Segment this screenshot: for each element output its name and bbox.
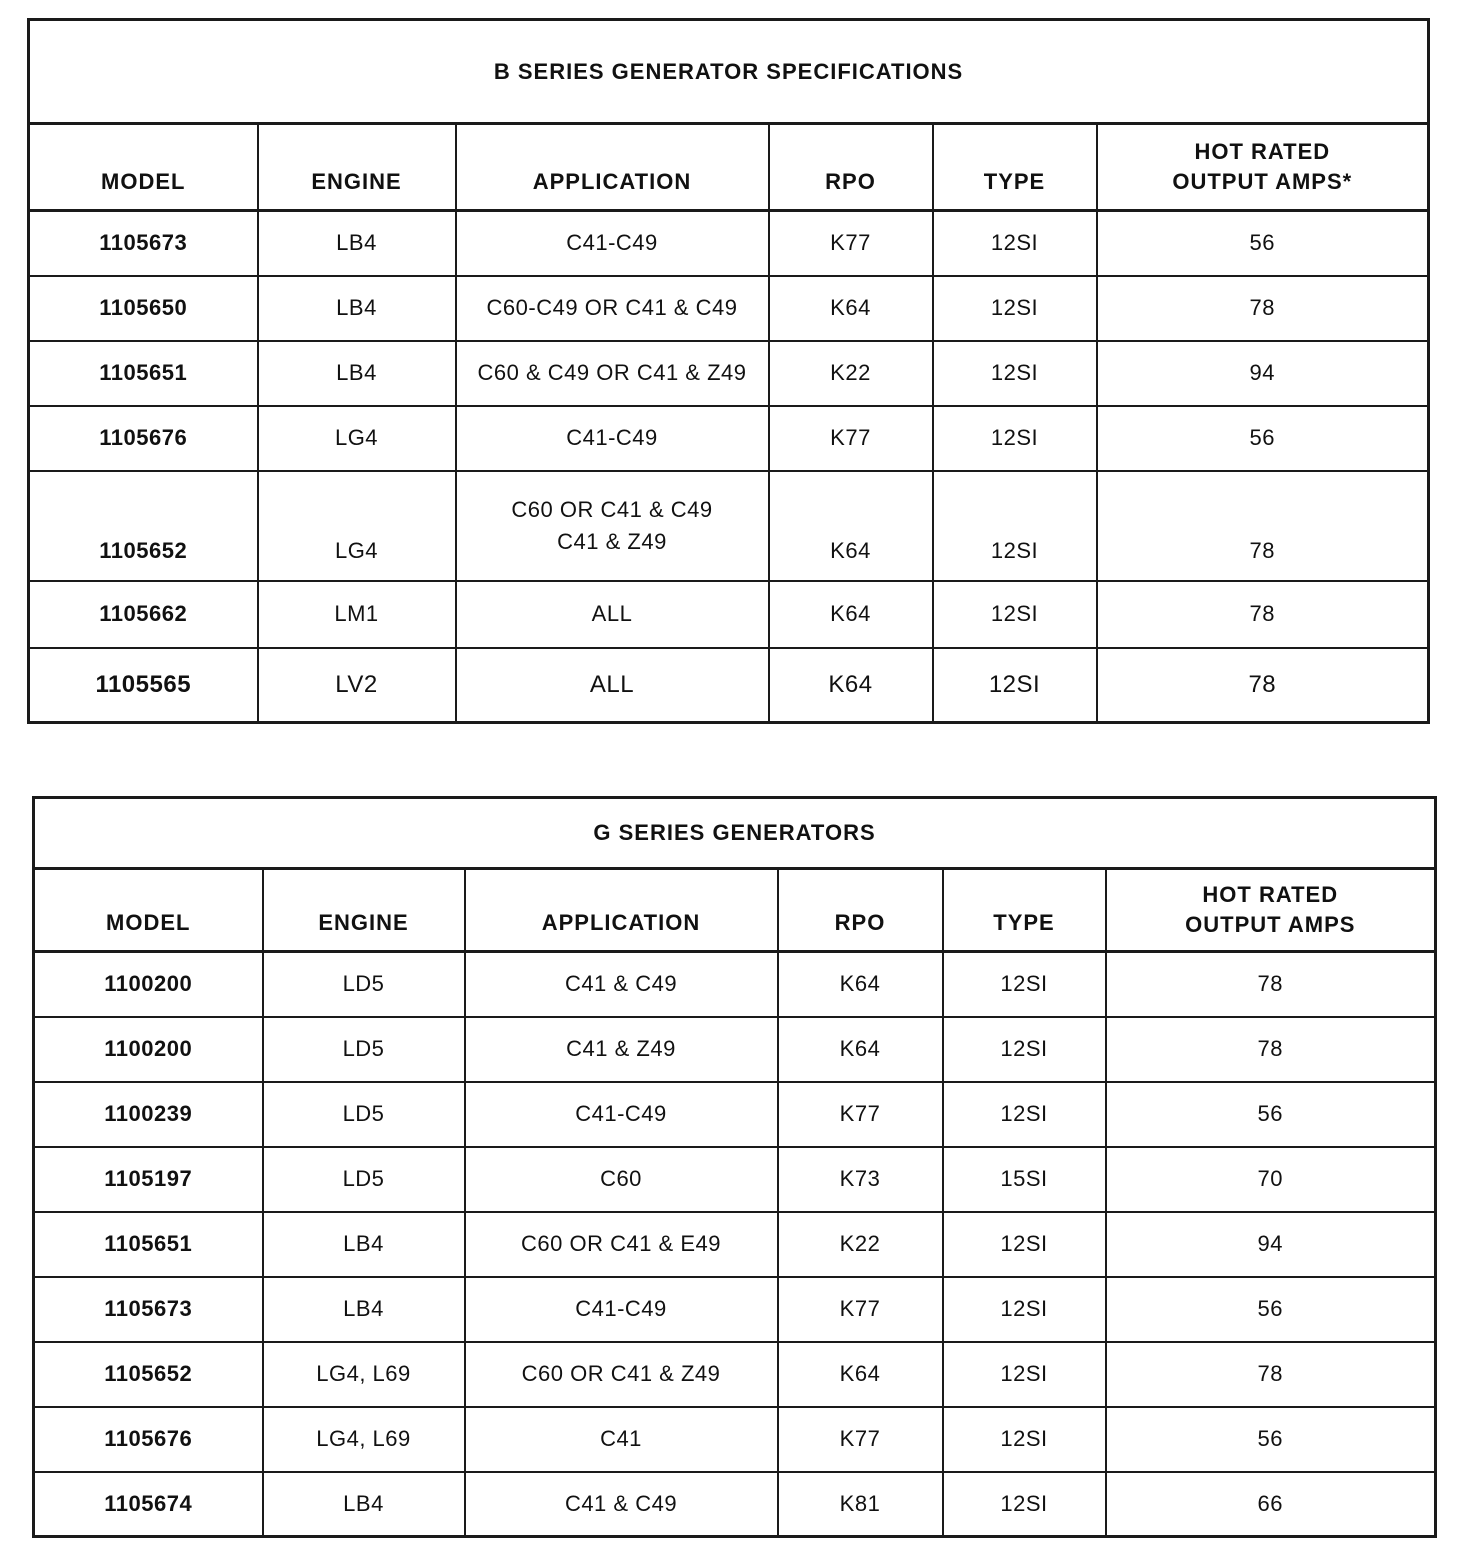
application-cell: C41-C49 [465,1082,778,1147]
application-cell: ALL [456,648,769,723]
type-cell: 15SI [943,1147,1106,1212]
type-cell: 12SI [943,1472,1106,1537]
rpo-cell: K77 [769,406,933,471]
rpo-cell: K22 [778,1212,943,1277]
amps-cell: 78 [1097,276,1429,341]
model-cell: 1105197 [34,1147,263,1212]
table-row [34,1342,1436,1407]
application-cell: C41 & Z49 [465,1017,778,1082]
amps-cell: 78 [1106,1017,1436,1082]
g-header-output-line1: HOT RATED [1202,882,1339,907]
model-cell: 1105673 [29,211,258,276]
engine-cell: LD5 [263,1147,465,1212]
type-cell: 12SI [933,276,1097,341]
b-series-title: B SERIES GENERATOR SPECIFICATIONS [29,20,1429,124]
table-row [34,1017,1436,1082]
type-cell: 12SI [933,648,1097,723]
amps-cell: 56 [1097,406,1429,471]
amps-cell: 78 [1097,648,1429,723]
engine-cell: LB4 [263,1212,465,1277]
model-cell: 1105676 [34,1407,263,1472]
table-row [29,406,1429,471]
engine-cell: LM1 [258,581,456,648]
engine-cell: LV2 [258,648,456,723]
g-header-output [1106,869,1436,952]
g-header-model: MODEL [34,869,263,952]
rpo-cell: K77 [778,1277,943,1342]
model-cell: 1105651 [29,341,258,406]
g-series-table [32,796,1437,1538]
amps-cell: 78 [1097,471,1429,581]
amps-cell: 78 [1097,581,1429,648]
table-row [29,276,1429,341]
model-cell: 1105662 [29,581,258,648]
application-cell: C41-C49 [456,406,769,471]
engine-cell: LB4 [258,276,456,341]
amps-cell: 94 [1106,1212,1436,1277]
rpo-cell: K64 [769,471,933,581]
engine-cell: LG4, L69 [263,1407,465,1472]
engine-cell: LD5 [263,1082,465,1147]
engine-cell: LD5 [263,1017,465,1082]
engine-cell: LG4, L69 [263,1342,465,1407]
amps-cell: 56 [1106,1407,1436,1472]
rpo-cell: K22 [769,341,933,406]
application-line: C60 OR C41 & C49 [511,496,713,522]
rpo-cell: K64 [778,952,943,1017]
table-row [34,1472,1436,1537]
model-cell: 1105650 [29,276,258,341]
type-cell: 12SI [943,1082,1106,1147]
engine-cell: LB4 [258,211,456,276]
amps-cell: 56 [1097,211,1429,276]
type-cell: 12SI [943,1407,1106,1472]
type-cell: 12SI [943,1277,1106,1342]
g-header-output-line2: OUTPUT AMPS [1185,912,1356,937]
rpo-cell: K73 [778,1147,943,1212]
model-cell: 1100200 [34,1017,263,1082]
b-header-rpo: RPO [769,124,933,211]
b-header-model: MODEL [29,124,258,211]
type-cell: 12SI [943,1342,1106,1407]
model-cell: 1105674 [34,1472,263,1537]
engine-cell: LB4 [258,341,456,406]
model-cell: 1105565 [29,648,258,723]
g-header-rpo: RPO [778,869,943,952]
application-cell: C60 & C49 OR C41 & Z49 [456,341,769,406]
b-header-output-line2: OUTPUT AMPS* [1172,169,1353,194]
engine-cell: LG4 [258,471,456,581]
rpo-cell: K64 [778,1017,943,1082]
amps-cell: 56 [1106,1082,1436,1147]
application-cell [456,471,769,581]
b-series-table [27,18,1430,724]
type-cell: 12SI [933,341,1097,406]
engine-cell: LG4 [258,406,456,471]
model-cell: 1105652 [34,1342,263,1407]
model-cell: 1105651 [34,1212,263,1277]
application-cell: C60 OR C41 & Z49 [465,1342,778,1407]
rpo-cell: K81 [778,1472,943,1537]
b-header-engine: ENGINE [258,124,456,211]
application-cell: ALL [456,581,769,648]
model-cell: 1100239 [34,1082,263,1147]
application-cell: C41-C49 [456,211,769,276]
amps-cell: 70 [1106,1147,1436,1212]
b-header-type: TYPE [933,124,1097,211]
g-series-title: G SERIES GENERATORS [34,798,1436,869]
table-row [34,952,1436,1017]
type-cell: 12SI [943,1212,1106,1277]
type-cell: 12SI [943,952,1106,1017]
model-cell: 1100200 [34,952,263,1017]
g-header-type: TYPE [943,869,1106,952]
engine-cell: LB4 [263,1277,465,1342]
model-cell: 1105652 [29,471,258,581]
application-cell: C60-C49 OR C41 & C49 [456,276,769,341]
table-row [29,471,1429,581]
amps-cell: 78 [1106,952,1436,1017]
application-cell: C41 [465,1407,778,1472]
amps-cell: 94 [1097,341,1429,406]
type-cell: 12SI [933,471,1097,581]
rpo-cell: K64 [769,648,933,723]
type-cell: 12SI [933,211,1097,276]
engine-cell: LD5 [263,952,465,1017]
model-cell: 1105676 [29,406,258,471]
rpo-cell: K64 [769,276,933,341]
engine-cell: LB4 [263,1472,465,1537]
b-header-output-line1: HOT RATED [1194,139,1331,164]
application-cell: C41 & C49 [465,952,778,1017]
rpo-cell: K77 [769,211,933,276]
amps-cell: 78 [1106,1342,1436,1407]
table-row [34,1147,1436,1212]
application-cell: C60 OR C41 & E49 [465,1212,778,1277]
model-cell: 1105673 [34,1277,263,1342]
rpo-cell: K77 [778,1082,943,1147]
rpo-cell: K64 [778,1342,943,1407]
table-row [29,341,1429,406]
table-row [34,1212,1436,1277]
b-header-output [1097,124,1429,211]
g-header-application: APPLICATION [465,869,778,952]
application-cell: C41-C49 [465,1277,778,1342]
amps-cell: 56 [1106,1277,1436,1342]
application-line: C41 & Z49 [557,528,667,554]
g-header-engine: ENGINE [263,869,465,952]
application-cell: C60 [465,1147,778,1212]
b-header-application: APPLICATION [456,124,769,211]
table-row [34,1407,1436,1472]
table-row [29,581,1429,648]
table-row [29,648,1429,723]
amps-cell: 66 [1106,1472,1436,1537]
rpo-cell: K77 [778,1407,943,1472]
table-row [29,211,1429,276]
application-cell: C41 & C49 [465,1472,778,1537]
type-cell: 12SI [943,1017,1106,1082]
type-cell: 12SI [933,406,1097,471]
rpo-cell: K64 [769,581,933,648]
table-row [34,1082,1436,1147]
type-cell: 12SI [933,581,1097,648]
table-row [34,1277,1436,1342]
